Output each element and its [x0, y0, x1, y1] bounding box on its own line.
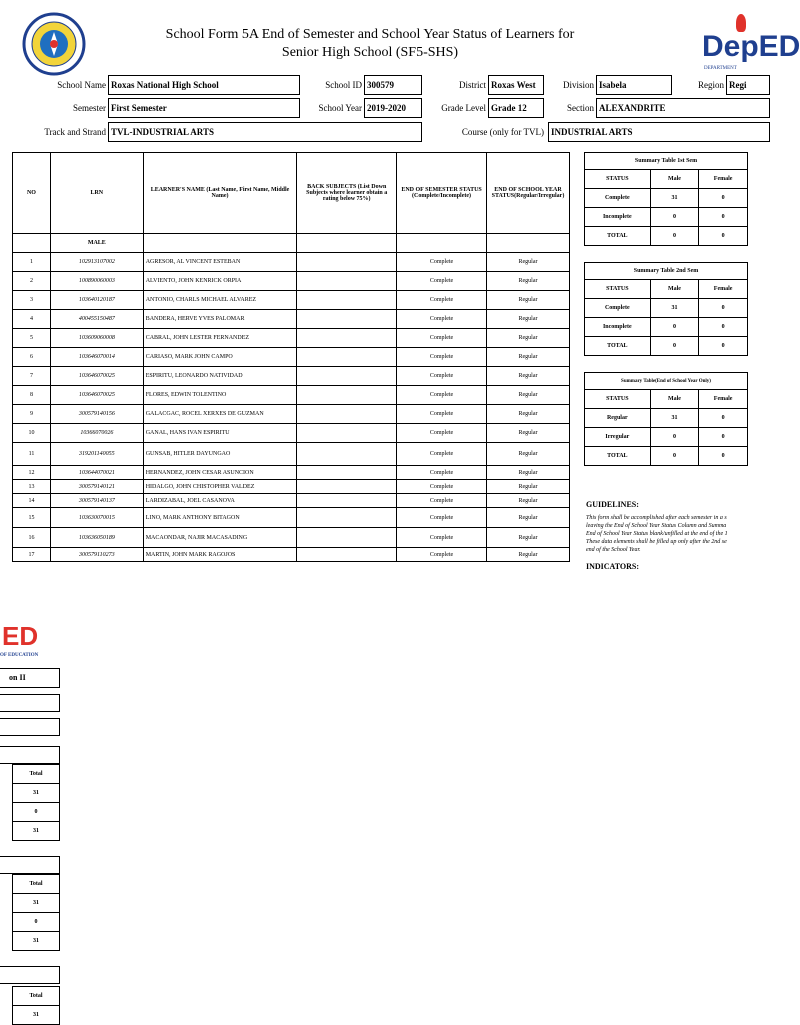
lower-summary-1 [12, 764, 60, 841]
table-row [13, 329, 570, 348]
learner-no: 8 [13, 386, 51, 405]
learner-sy-status: Regular [487, 443, 570, 466]
summary2-col-status: STATUS [585, 280, 651, 299]
learner-sy-status: Regular [487, 329, 570, 348]
deped-logo [700, 14, 800, 71]
header-sy-status: END OF SCHOOL YEAR STATUS(Regular/Irregular) [487, 153, 570, 234]
learner-back-subjects [297, 329, 397, 348]
summary2-female-value: 0 [699, 299, 748, 318]
lower-total-label: Total [13, 765, 60, 784]
learner-back-subjects [297, 494, 397, 508]
summary3-female-value: 0 [699, 409, 748, 428]
course-label: Course (only for TVL) [461, 127, 544, 137]
deped-seal-icon [22, 12, 86, 76]
deped-logo-text: DepED [702, 30, 800, 63]
learner-name: GANAL, HANS IVAN ESPIRITU [143, 424, 297, 443]
learner-back-subjects [297, 405, 397, 424]
learner-name: FLORES, EDWIN TOLENTINO [143, 386, 297, 405]
summary-table-2nd-sem [584, 262, 748, 356]
deped-logo-lower-text: ED [2, 621, 39, 651]
summary3-male-value: 31 [650, 409, 699, 428]
learner-back-subjects [297, 272, 397, 291]
learner-no: 4 [13, 310, 51, 329]
learner-sem-status: Complete [397, 272, 487, 291]
learner-sem-status: Complete [397, 367, 487, 386]
table-row [13, 253, 570, 272]
guidelines-line: leaving the End of School Year Status Column and Summa [586, 523, 727, 529]
school-id-label: School ID [325, 80, 362, 90]
learner-no: 15 [13, 508, 51, 528]
semester-label: Semester [73, 103, 106, 113]
table-row [13, 443, 570, 466]
lower-total-value: 31 [13, 932, 60, 951]
table-row [13, 494, 570, 508]
summary3-col-male: Male [650, 390, 699, 409]
learner-back-subjects [297, 367, 397, 386]
learner-back-subjects [297, 443, 397, 466]
learner-name: CARIASO, MARK JOHN CAMPO [143, 348, 297, 367]
summary-table-1st-sem [584, 152, 748, 246]
learner-sem-status: Complete [397, 405, 487, 424]
school-year-label: School Year [318, 103, 362, 113]
guidelines-title: GUIDELINES: [586, 500, 639, 509]
learner-sem-status: Complete [397, 548, 487, 562]
summary2-col-female: Female [699, 280, 748, 299]
learner-lrn: 100890060003 [50, 272, 143, 291]
learner-sem-status: Complete [397, 291, 487, 310]
learner-lrn: 103630070015 [50, 508, 143, 528]
summary1-col-female: Female [699, 170, 748, 189]
summary-table-end-of-year [584, 372, 748, 466]
learner-sy-status: Regular [487, 480, 570, 494]
lower-title-box [0, 856, 60, 874]
summary1-col-status: STATUS [585, 170, 651, 189]
learner-no: 1 [13, 253, 51, 272]
learner-sem-status: Complete [397, 253, 487, 272]
table-row [13, 386, 570, 405]
lower-field-empty[interactable] [0, 718, 60, 736]
learner-no: 9 [13, 405, 51, 424]
summary1-male-value: 31 [650, 189, 699, 208]
learner-lrn: 300579140137 [50, 494, 143, 508]
learner-sy-status: Regular [487, 348, 570, 367]
lower-title-box [0, 966, 60, 984]
learner-no: 12 [13, 466, 51, 480]
learner-back-subjects [297, 466, 397, 480]
lower-region-field[interactable]: on II [0, 668, 60, 688]
group-label-male: MALE [50, 234, 143, 253]
summary1-row-label: TOTAL [585, 227, 651, 246]
learner-lrn: 103636050189 [50, 528, 143, 548]
learner-no: 14 [13, 494, 51, 508]
learner-back-subjects [297, 528, 397, 548]
learner-sem-status: Complete [397, 494, 487, 508]
lower-summary-3 [12, 986, 60, 1025]
header-lrn: LRN [50, 153, 143, 234]
region-field[interactable]: Regi [726, 75, 770, 95]
learner-lrn: 103646070025 [50, 386, 143, 405]
learner-lrn: 300579140156 [50, 405, 143, 424]
summary1-row-label: Complete [585, 189, 651, 208]
learner-no: 2 [13, 272, 51, 291]
table-row [13, 272, 570, 291]
summary3-row-label: Irregular [585, 428, 651, 447]
summary2-title: Summary Table 2nd Sem [585, 263, 748, 280]
learner-sy-status: Regular [487, 528, 570, 548]
school-id-field[interactable]: 300579 [364, 75, 422, 95]
learner-no: 10 [13, 424, 51, 443]
header-back-subjects: BACK SUBJECTS (List Down Subjects where learner obtain a rating below 75%) [297, 153, 397, 234]
table-row [13, 528, 570, 548]
learner-no: 17 [13, 548, 51, 562]
summary1-female-value: 0 [699, 208, 748, 227]
learner-name: MARTIN, JOHN MARK RAGOJOS [143, 548, 297, 562]
learner-sy-status: Regular [487, 494, 570, 508]
lower-total-value: 0 [13, 803, 60, 822]
learner-sem-status: Complete [397, 310, 487, 329]
learner-sy-status: Regular [487, 367, 570, 386]
learner-name: MACAONDAR, NAJIR MACASADING [143, 528, 297, 548]
lower-total-value: 31 [13, 1006, 60, 1025]
summary1-male-value: 0 [650, 227, 699, 246]
summary2-row-label: Incomplete [585, 318, 651, 337]
division-field[interactable]: Isabela [596, 75, 672, 95]
learner-name: HIDALGO, JOHN CHISTOPHER VALDEZ [143, 480, 297, 494]
learner-sem-status: Complete [397, 424, 487, 443]
summary3-row-label: TOTAL [585, 447, 651, 466]
grade-level-field[interactable]: Grade 12 [488, 98, 544, 118]
summary3-male-value: 0 [650, 447, 699, 466]
header-name: LEARNER'S NAME (Last Name, First Name, Middle Name) [143, 153, 297, 234]
summary1-col-male: Male [650, 170, 699, 189]
learner-name: ALVIENTO, JOHN KENRICK ORPIA [143, 272, 297, 291]
learner-no: 7 [13, 367, 51, 386]
learner-lrn: 103644070021 [50, 466, 143, 480]
summary2-female-value: 0 [699, 337, 748, 356]
learner-sy-status: Regular [487, 548, 570, 562]
table-row [13, 480, 570, 494]
lower-total-value: 31 [13, 822, 60, 841]
region-label: Region [698, 80, 724, 90]
learner-lrn: 103646070014 [50, 348, 143, 367]
learner-name: GUNSAB, HITLER DAYUNGAO [143, 443, 297, 466]
learner-sy-status: Regular [487, 508, 570, 528]
learner-lrn: 300579140121 [50, 480, 143, 494]
learner-name: LARDIZABAL, JOEL CASANOVA [143, 494, 297, 508]
learner-back-subjects [297, 348, 397, 367]
summary3-male-value: 0 [650, 428, 699, 447]
form-title-line1: School Form 5A End of Semester and School Year Status of Learners for [165, 27, 575, 42]
learner-sy-status: Regular [487, 291, 570, 310]
learner-no: 3 [13, 291, 51, 310]
learner-sem-status: Complete [397, 386, 487, 405]
learner-name: ESPIRITU, LEONARDO NATIVIDAD [143, 367, 297, 386]
learner-name: CABRAL, JOHN LESTER FERNANDEZ [143, 329, 297, 348]
school-name-field[interactable]: Roxas National High School [108, 75, 300, 95]
learner-name: LINO, MARK ANTHONY BITAGON [143, 508, 297, 528]
learner-sem-status: Complete [397, 443, 487, 466]
learner-sy-status: Regular [487, 466, 570, 480]
indicators-title: INDICATORS: [586, 562, 640, 571]
learner-sy-status: Regular [487, 405, 570, 424]
learner-no: 13 [13, 480, 51, 494]
learner-lrn: 10366070026 [50, 424, 143, 443]
learner-no: 11 [13, 443, 51, 466]
summary2-row-label: Complete [585, 299, 651, 318]
guidelines-line: End of School Year Status blank/unfilled at the end of the 1 [586, 531, 728, 537]
summary3-col-female: Female [699, 390, 748, 409]
learners-table [12, 152, 570, 562]
learner-sy-status: Regular [487, 272, 570, 291]
learner-no: 5 [13, 329, 51, 348]
learner-lrn: 319201140055 [50, 443, 143, 466]
grade-level-label: Grade Level [441, 103, 486, 113]
learner-back-subjects [297, 508, 397, 528]
guidelines-line: This form shall be accomplished after each semester in a s [586, 515, 727, 521]
section-label: Section [567, 103, 594, 113]
lower-total-label: Total [13, 987, 60, 1006]
lower-total-label: Total [13, 875, 60, 894]
summary3-col-status: STATUS [585, 390, 651, 409]
summary2-col-male: Male [650, 280, 699, 299]
summary3-row-label: Regular [585, 409, 651, 428]
guidelines-text [586, 514, 768, 554]
summary3-female-value: 0 [699, 447, 748, 466]
summary2-male-value: 0 [650, 318, 699, 337]
learner-back-subjects [297, 253, 397, 272]
learner-sy-status: Regular [487, 424, 570, 443]
table-row [13, 424, 570, 443]
track-label: Track and Strand [44, 127, 106, 137]
learner-back-subjects [297, 386, 397, 405]
learner-back-subjects [297, 424, 397, 443]
deped-logo-sub: DEPARTMENT [704, 66, 737, 71]
table-row [13, 466, 570, 480]
learner-sy-status: Regular [487, 386, 570, 405]
table-row [13, 310, 570, 329]
learner-lrn: 400455150487 [50, 310, 143, 329]
school-name-label: School Name [57, 80, 106, 90]
learner-name: HERNANDEZ, JOHN CESAR ASUNCION [143, 466, 297, 480]
learner-back-subjects [297, 548, 397, 562]
lower-total-value: 0 [13, 913, 60, 932]
learner-sem-status: Complete [397, 528, 487, 548]
learner-name: BANDERA, HERVE YVES PALOMAR [143, 310, 297, 329]
lower-total-value: 31 [13, 784, 60, 803]
learner-sy-status: Regular [487, 310, 570, 329]
summary3-female-value: 0 [699, 428, 748, 447]
summary1-female-value: 0 [699, 227, 748, 246]
summary2-male-value: 0 [650, 337, 699, 356]
lower-title-box [0, 746, 60, 764]
division-label: Division [562, 80, 594, 90]
form-title-line2: Senior High School (SF5-SHS) [281, 45, 459, 60]
summary1-row-label: Incomplete [585, 208, 651, 227]
learner-name: AGRESOR, AL VINCENT ESTEBAN [143, 253, 297, 272]
district-field[interactable]: Roxas West [488, 75, 544, 95]
semester-field[interactable]: First Semester [108, 98, 300, 118]
learner-lrn: 102913107002 [50, 253, 143, 272]
summary1-title: Summary Table 1st Sem [585, 153, 748, 170]
course-field[interactable]: INDUSTRIAL ARTS [548, 122, 770, 142]
lower-summary-2 [12, 874, 60, 951]
summary1-female-value: 0 [699, 189, 748, 208]
section-field[interactable]: ALEXANDRITE [596, 98, 770, 118]
school-year-field[interactable]: 2019-2020 [364, 98, 422, 118]
header-no: NO [13, 153, 51, 234]
learner-sy-status: Regular [487, 253, 570, 272]
table-row [13, 367, 570, 386]
summary2-male-value: 31 [650, 299, 699, 318]
summary2-female-value: 0 [699, 318, 748, 337]
table-row [13, 405, 570, 424]
learner-sem-status: Complete [397, 348, 487, 367]
learner-lrn: 103640120187 [50, 291, 143, 310]
track-field[interactable]: TVL-INDUSTRIAL ARTS [108, 122, 422, 142]
guidelines-line: end of the School Year. [586, 547, 641, 553]
learner-sem-status: Complete [397, 508, 487, 528]
table-row [13, 348, 570, 367]
table-row [13, 291, 570, 310]
deped-logo-lower [0, 620, 60, 650]
lower-total-value: 31 [13, 894, 60, 913]
learner-sem-status: Complete [397, 329, 487, 348]
learner-sem-status: Complete [397, 480, 487, 494]
learner-no: 16 [13, 528, 51, 548]
learner-sem-status: Complete [397, 466, 487, 480]
learner-lrn: 300579110273 [50, 548, 143, 562]
learner-name: ANTONIO, CHARLS MICHAEL ALVAREZ [143, 291, 297, 310]
header-sem-status: END OF SEMESTER STATUS (Complete/Incomplete) [397, 153, 487, 234]
summary3-title: Summary Table(End of School Year Only) [585, 373, 748, 390]
guidelines-line: These data elements shall be filled up only after the 2nd se [586, 539, 727, 545]
lower-field-empty[interactable] [0, 694, 60, 712]
table-row [13, 508, 570, 528]
table-row [13, 548, 570, 562]
deped-logo-lower-sub: OF EDUCATION [0, 653, 39, 658]
learner-no: 6 [13, 348, 51, 367]
learner-lrn: 103609060008 [50, 329, 143, 348]
learner-back-subjects [297, 291, 397, 310]
learner-lrn: 103646070025 [50, 367, 143, 386]
learner-back-subjects [297, 310, 397, 329]
summary2-row-label: TOTAL [585, 337, 651, 356]
learner-back-subjects [297, 480, 397, 494]
learner-name: GALACGAC, ROCEL XERXES DE GUZMAN [143, 405, 297, 424]
district-label: District [459, 80, 486, 90]
summary1-male-value: 0 [650, 208, 699, 227]
